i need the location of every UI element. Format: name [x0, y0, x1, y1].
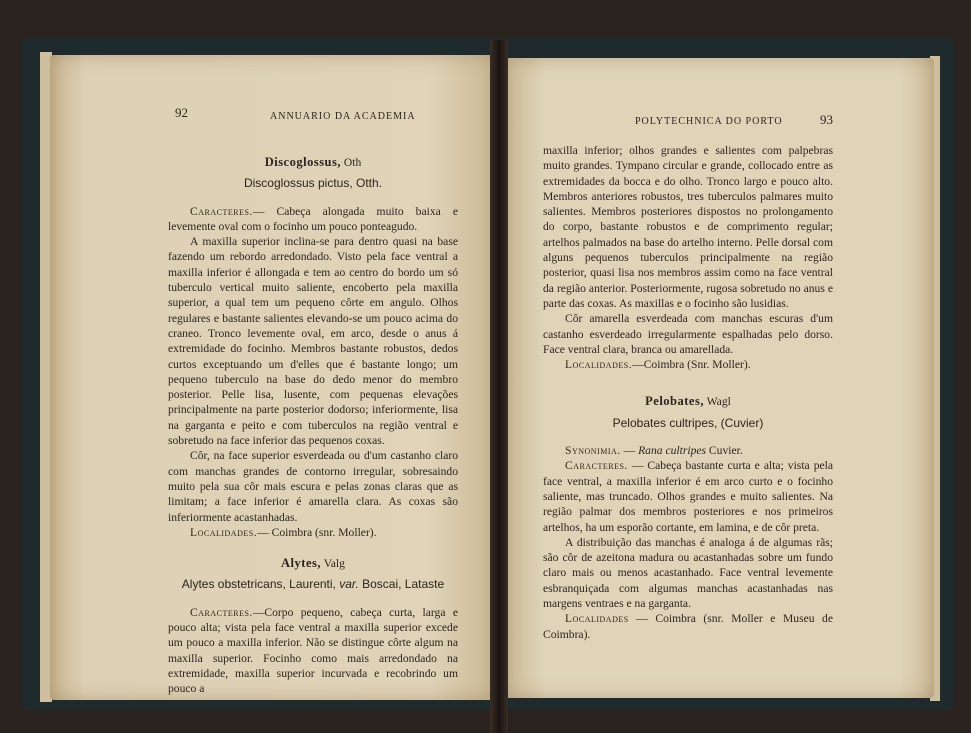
genus-heading: Alytes, Valg [281, 556, 345, 571]
species-heading: Alytes obstetricans, Laurenti, var. Boscai, Lataste [181, 577, 445, 592]
right-page [502, 58, 934, 698]
species-heading: Discoglossus pictus, Otth. [243, 176, 383, 191]
paragraph: A maxilla superior inclina-se para dentro quasi na base fazendo um rebordo arredondado. Visto pela face ventral a maxilla inferior é allongada e tem ao centro do bordo um só tuberculo vertical muito saliente, encoberto pela maxilla superior, a qual tem um pequeno côrte em angulo. Olhos regulares e bastante salientes elevando-se um pouco acima do craneo. Tronco levemente oval, em arco, desde o anus á extremidade do focinho. Membros bastante robustos, dedos curtos exceptuando um d'elles que é bastante longo; um pequeno tuberculo na base do dedo menor do membro posterior. Pelle lisa, lusente, com pequenas elevações principalmente na parte posterior dodorso; inferiormente, lisa na garganta e peito e com tuberculos na região ventral e sobretudo na face inferior das pequenos coxas. [168, 235, 458, 448]
left-page [50, 55, 496, 700]
paragraph: A distribuição das manchas é analoga á de algumas rãs; são côr de azeitona madura ou acastanhadas sobre um fundo claro mais ou menos acastanhado. Face ventral levemente esbranquiçada com algumas manchas acastanhadas nas margens ventraes e na garganta. [543, 535, 833, 611]
book-gutter [490, 40, 508, 733]
running-head: ANNUARIO DA ACADEMIA [270, 111, 416, 122]
left-body [168, 155, 458, 697]
genus-heading: Discoglossus, Oth [264, 155, 362, 169]
genus-heading: Pelobates, Wagl [645, 394, 731, 409]
localities: Localidades.—Coimbra (Snr. Moller). [565, 358, 751, 372]
species-heading: Pelobates cultripes, (Cuvier) [612, 415, 764, 430]
paragraph: Côr amarella esverdeada com manchas escuras d'um castanho esverdeado irregularmente espalhadas pelo dorso. Face ventral clara, branca ou amarellada. [543, 312, 833, 356]
localities: Localidades — Coimbra (snr. Moller e Museu de Coimbra). [543, 612, 833, 641]
paragraph: maxilla inferior; olhos grandes e salientes com palpebras muito grandes. Tympano circular e grande, collocado entre as extremidades da bocca e do olho. Tronco largo e pouco alto. Membros anteriores robustos, tres tuberculos palmares muito salientes. Membros posteriores dispostos no prolongamento do corpo, bastante robustos e de comprimento regular; artelhos palmados na base do artelho interno. Pelle dorsal com alguns pequenos tuberculos principalmente na região posterior, quasi lisa nos membros assim como na face ventral da região anterior. Posteriormente, rugosa sobretudo no anus e parte das coxas. As maxillas e o focinho são lusidias. [543, 144, 833, 310]
paragraph: Caracteres.—Corpo pequeno, cabeça curta, larga e pouco alta; vista pela face ventral a maxilla superior excede um pouco a maxilla inferior. Não se distingue côrte algum na maxilla superior. Focinho como mais arredondado na extremidade, maxilla superior incurvada e recobrindo um pouco a [168, 605, 458, 696]
paragraph: Caracteres. — Cabeça bastante curta e alta; vista pela face ventral, a maxilla inferior é em arco curto e o focinho saliente, mas truncado. Olhos grandes e muito salientes. Na região palmar dos membros posteriores e nos primeiros artelhos, ha um esporão cortante, em lamina, e de côr preta. [543, 459, 833, 534]
paragraph: Caracteres.— Cabeça alongada muito baixa e levemente oval com o focinho um pouco ponteagudo. [168, 204, 458, 233]
localities: Localidades.— Coimbra (snr. Moller). [190, 525, 377, 539]
page-number: 92 [175, 105, 188, 120]
right-body [543, 143, 833, 642]
running-head: POLYTECHNICA DO PORTO [635, 116, 783, 127]
page-number: 93 [820, 112, 833, 127]
synonymy: Synonimia. — Rana cultripes Cuvier. [565, 444, 743, 458]
paragraph: Côr, na face superior esverdeada ou d'um castanho claro com manchas grandes de contorno irregular, sobresaindo muito pela sua côr mais escura e pelas zonas claras que as limitam; a face inferior é amarella clara. As coxas são inferiormente acastanhadas. [168, 449, 458, 524]
